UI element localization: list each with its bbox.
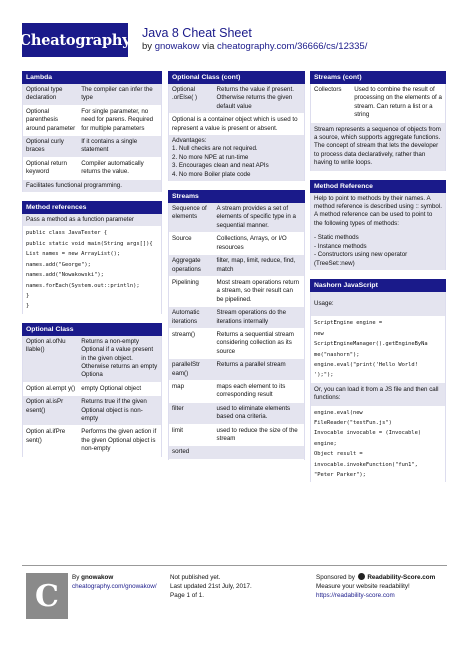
footer-author-link[interactable]: cheatography.com/gnowakow/ [72, 583, 157, 590]
row-key: limit [172, 426, 183, 434]
code-line: Object result = [314, 451, 363, 458]
row-value: The compiler can infer the type [81, 86, 153, 102]
footer-meta [170, 573, 252, 600]
code-line: engine.eval(new [314, 409, 363, 416]
list-item: - Constructors using new operator (TreeSet::new) [314, 251, 408, 267]
table-row [169, 425, 304, 447]
row-value: empty Optional object [81, 384, 142, 392]
header [0, 0, 474, 62]
list-item: 4. No more Boiler plate code [172, 170, 251, 178]
row-value: used to reduce the size of the stream [216, 426, 298, 442]
section-intro: Pass a method as a function parameter [23, 214, 161, 226]
method-references-section [22, 201, 162, 314]
section-description: Optional is a container object which is used to represent a value is present or absent. [172, 116, 298, 132]
footer [22, 565, 447, 625]
row-key: Optional curly braces [26, 138, 64, 154]
table-row [169, 203, 304, 233]
code-line: ScriptEngineManager().getEngineByNa [314, 341, 428, 348]
last-updated: Last updated 21st July, 2017. [170, 583, 252, 590]
published-status: Not published yet. [170, 574, 221, 581]
code-line: Invocable invocable = (Invocable) [314, 430, 422, 437]
row-value: Collections, Arrays, or I/O resources [216, 235, 287, 251]
code-line: FileReader("testFun.js") [314, 419, 392, 426]
row-value: Stream operations do the iterations internally [216, 309, 287, 325]
advantages-title: Advantages: [172, 137, 207, 145]
list-item: 1. Null checks are not required. [172, 145, 258, 153]
sponsor-prefix: Sponsored by [316, 574, 355, 581]
table-row [169, 359, 304, 381]
row-value [214, 446, 304, 458]
row-value: Returns the value if present. Otherwise returns the given default value [216, 86, 294, 110]
table-row [169, 277, 304, 307]
row-key: Option al.empt y() [26, 384, 76, 392]
table-row [23, 158, 161, 180]
row-key: Optional .orElse( ) [172, 86, 198, 102]
row-value: A stream provides a set of elements of specific type in a sequential manner. [216, 205, 296, 229]
sponsor-name[interactable]: Readability-Score.com [367, 574, 436, 581]
section-heading: Streams (cont) [310, 71, 446, 84]
section-heading: Nashorn JavaScript [310, 279, 446, 292]
code-line: engine; [314, 440, 337, 447]
code-block [311, 316, 445, 382]
section-note: Facilitates functional programming. [23, 180, 161, 192]
row-value: Most stream operations return a stream, so their result can be pipelined. [216, 278, 300, 303]
section-heading: Optional Class [22, 323, 162, 336]
streams-section [168, 190, 305, 460]
footer-author [72, 573, 157, 591]
code-line: public static void main(String args[]){ [26, 240, 153, 247]
table-row [23, 84, 161, 106]
section-heading: Lambda [22, 71, 162, 84]
footer-author-name[interactable]: gnowakow [81, 574, 114, 581]
table-row [169, 329, 304, 359]
row-key: parallelStr eam() [172, 361, 200, 377]
row-key: Optional return keyword [26, 159, 67, 176]
list-item: 3. Encourages clean and neat APIs [172, 162, 269, 170]
table-row [169, 255, 304, 277]
row-key: Option al.ofNu llable() [26, 337, 66, 354]
code-line: "Peter Parker"); [314, 472, 366, 478]
table-row [23, 136, 161, 158]
footer-sponsor [316, 573, 435, 600]
author-link[interactable]: gnowakow [154, 41, 200, 52]
method-reference-block [311, 193, 445, 270]
column-1 [22, 71, 162, 466]
readability-logo-icon [358, 573, 365, 580]
section-heading: Method Reference [310, 180, 446, 193]
table-row [23, 396, 161, 426]
section-heading: Streams [168, 190, 305, 203]
row-value: Compiler automatically returns the value. [81, 159, 144, 176]
code-line: names.add("Nowakowski"); [26, 272, 104, 279]
row-value: Performs the given action if the given Optional object is non-empty [81, 428, 157, 453]
byline-via: via [202, 41, 215, 52]
section-description: Stream represents a sequence of objects from a source, which supports aggregate functions. The concept of stream that lets the developer to process data declaratively, rather than having to write loops. [311, 123, 445, 171]
optional-class-cont-section [168, 71, 305, 181]
section-heading: Optional Class (cont) [168, 71, 305, 84]
byline-prefix: by [142, 41, 153, 52]
table-row [169, 84, 304, 114]
row-value: filter, map, limit, reduce, find, match [216, 257, 296, 273]
table-row [23, 383, 161, 396]
row-key: Source [172, 235, 192, 243]
row-key: Automatic iterations [172, 309, 200, 325]
code-line: ScriptEngine engine = [314, 320, 383, 327]
row-value: Returns true if the given Optional object is non-empty [81, 398, 147, 422]
code-line: names.add("George"); [26, 261, 91, 268]
table-row [169, 307, 304, 329]
row-value: If it contains a single statement [81, 138, 138, 154]
optional-class-section [22, 323, 162, 457]
list-item: - Static methods [314, 234, 359, 242]
row-value: Returns a non-empty Optional if a value present in the given object. Otherwise returns an empty Optiona [81, 337, 158, 379]
sheet-url-link[interactable]: cheatography.com/36666/cs/12335/ [217, 41, 368, 52]
row-value: For single parameter, no need for parens. Required for multiple parameters [81, 107, 154, 132]
cheatography-logo[interactable]: Cheatography [22, 23, 128, 57]
table-row [23, 336, 161, 383]
row-key: Sequence of elements [172, 205, 207, 221]
row-key: Optional type declaration [26, 86, 63, 102]
row-key: sorted [172, 448, 190, 456]
row-key: Pipelining [172, 278, 199, 286]
code-line: } [26, 303, 30, 310]
page-count: Page 1 of 1. [170, 592, 204, 599]
lambda-section [22, 71, 162, 192]
list-item: - Instance methods [314, 242, 367, 250]
row-key: stream() [172, 330, 196, 338]
table-row [169, 403, 304, 425]
row-key: filter [172, 404, 184, 412]
row-value: maps each element to its corresponding result [216, 382, 286, 399]
row-value: Used to combine the result of processing on the elements of a stream. Can return a list or a string [354, 86, 442, 119]
code-block [311, 406, 445, 483]
code-line: } [26, 292, 30, 299]
code-line: List names = new ArrayList(); [26, 251, 121, 258]
table-row [23, 426, 161, 456]
section-heading: Method references [22, 201, 162, 214]
code-line: engine.eval("print('Hello World! [314, 361, 418, 368]
column-2 [168, 71, 305, 469]
method-reference-section [310, 180, 446, 270]
sponsor-link[interactable]: https://readability-score.com [316, 592, 395, 599]
code-line: invocable.invokeFunction("fun1", [314, 461, 418, 468]
code-line: names.forEach(System.out::println); [26, 282, 140, 289]
nashorn-section [310, 279, 446, 483]
list-item: 2. No more NPE at run-time [172, 153, 249, 161]
row-key: Option al.ifPre sent() [26, 428, 66, 444]
table-row [23, 106, 161, 136]
code-line: ');"); [314, 372, 334, 379]
table-row [169, 446, 304, 459]
code-block [23, 226, 161, 313]
by-label: By [72, 574, 80, 581]
table-row [169, 233, 304, 255]
row-value: used to eliminate elements based ona criteria. [216, 404, 291, 421]
row-key: Optional parenthesis around parameter [26, 107, 76, 132]
streams-cont-section [310, 71, 446, 171]
section-intro: Help to point to methods by their names. A method reference is described using :: symbol. A method reference can be used to point to the following types of methods: [314, 194, 442, 227]
row-key: Aggregate operations [172, 257, 201, 273]
sponsor-tagline: Measure your website readability! [316, 583, 410, 590]
row-key: Option al.isPr esent() [26, 398, 64, 414]
advantages-block [169, 135, 304, 181]
code-line: me("nashorn"); [314, 351, 360, 358]
table-row [169, 381, 304, 403]
row-key: map [172, 382, 185, 390]
row-value: Returns a parallel stream [216, 361, 286, 369]
byline [142, 41, 367, 52]
cheatography-c-logo: C [26, 573, 68, 619]
page-title: Java 8 Cheat Sheet [142, 26, 252, 40]
code-line: public class JavaTester { [26, 230, 108, 237]
column-3 [310, 71, 446, 491]
code-line: new [314, 330, 324, 337]
table-row [311, 84, 445, 123]
load-from-file-text: Or, you can load it from a JS file and then call functions: [311, 383, 445, 406]
usage-label: Usage: [311, 292, 445, 316]
row-value: Returns a sequential stream considering collection as its source [216, 330, 294, 355]
row-key: Collectors [314, 86, 342, 93]
